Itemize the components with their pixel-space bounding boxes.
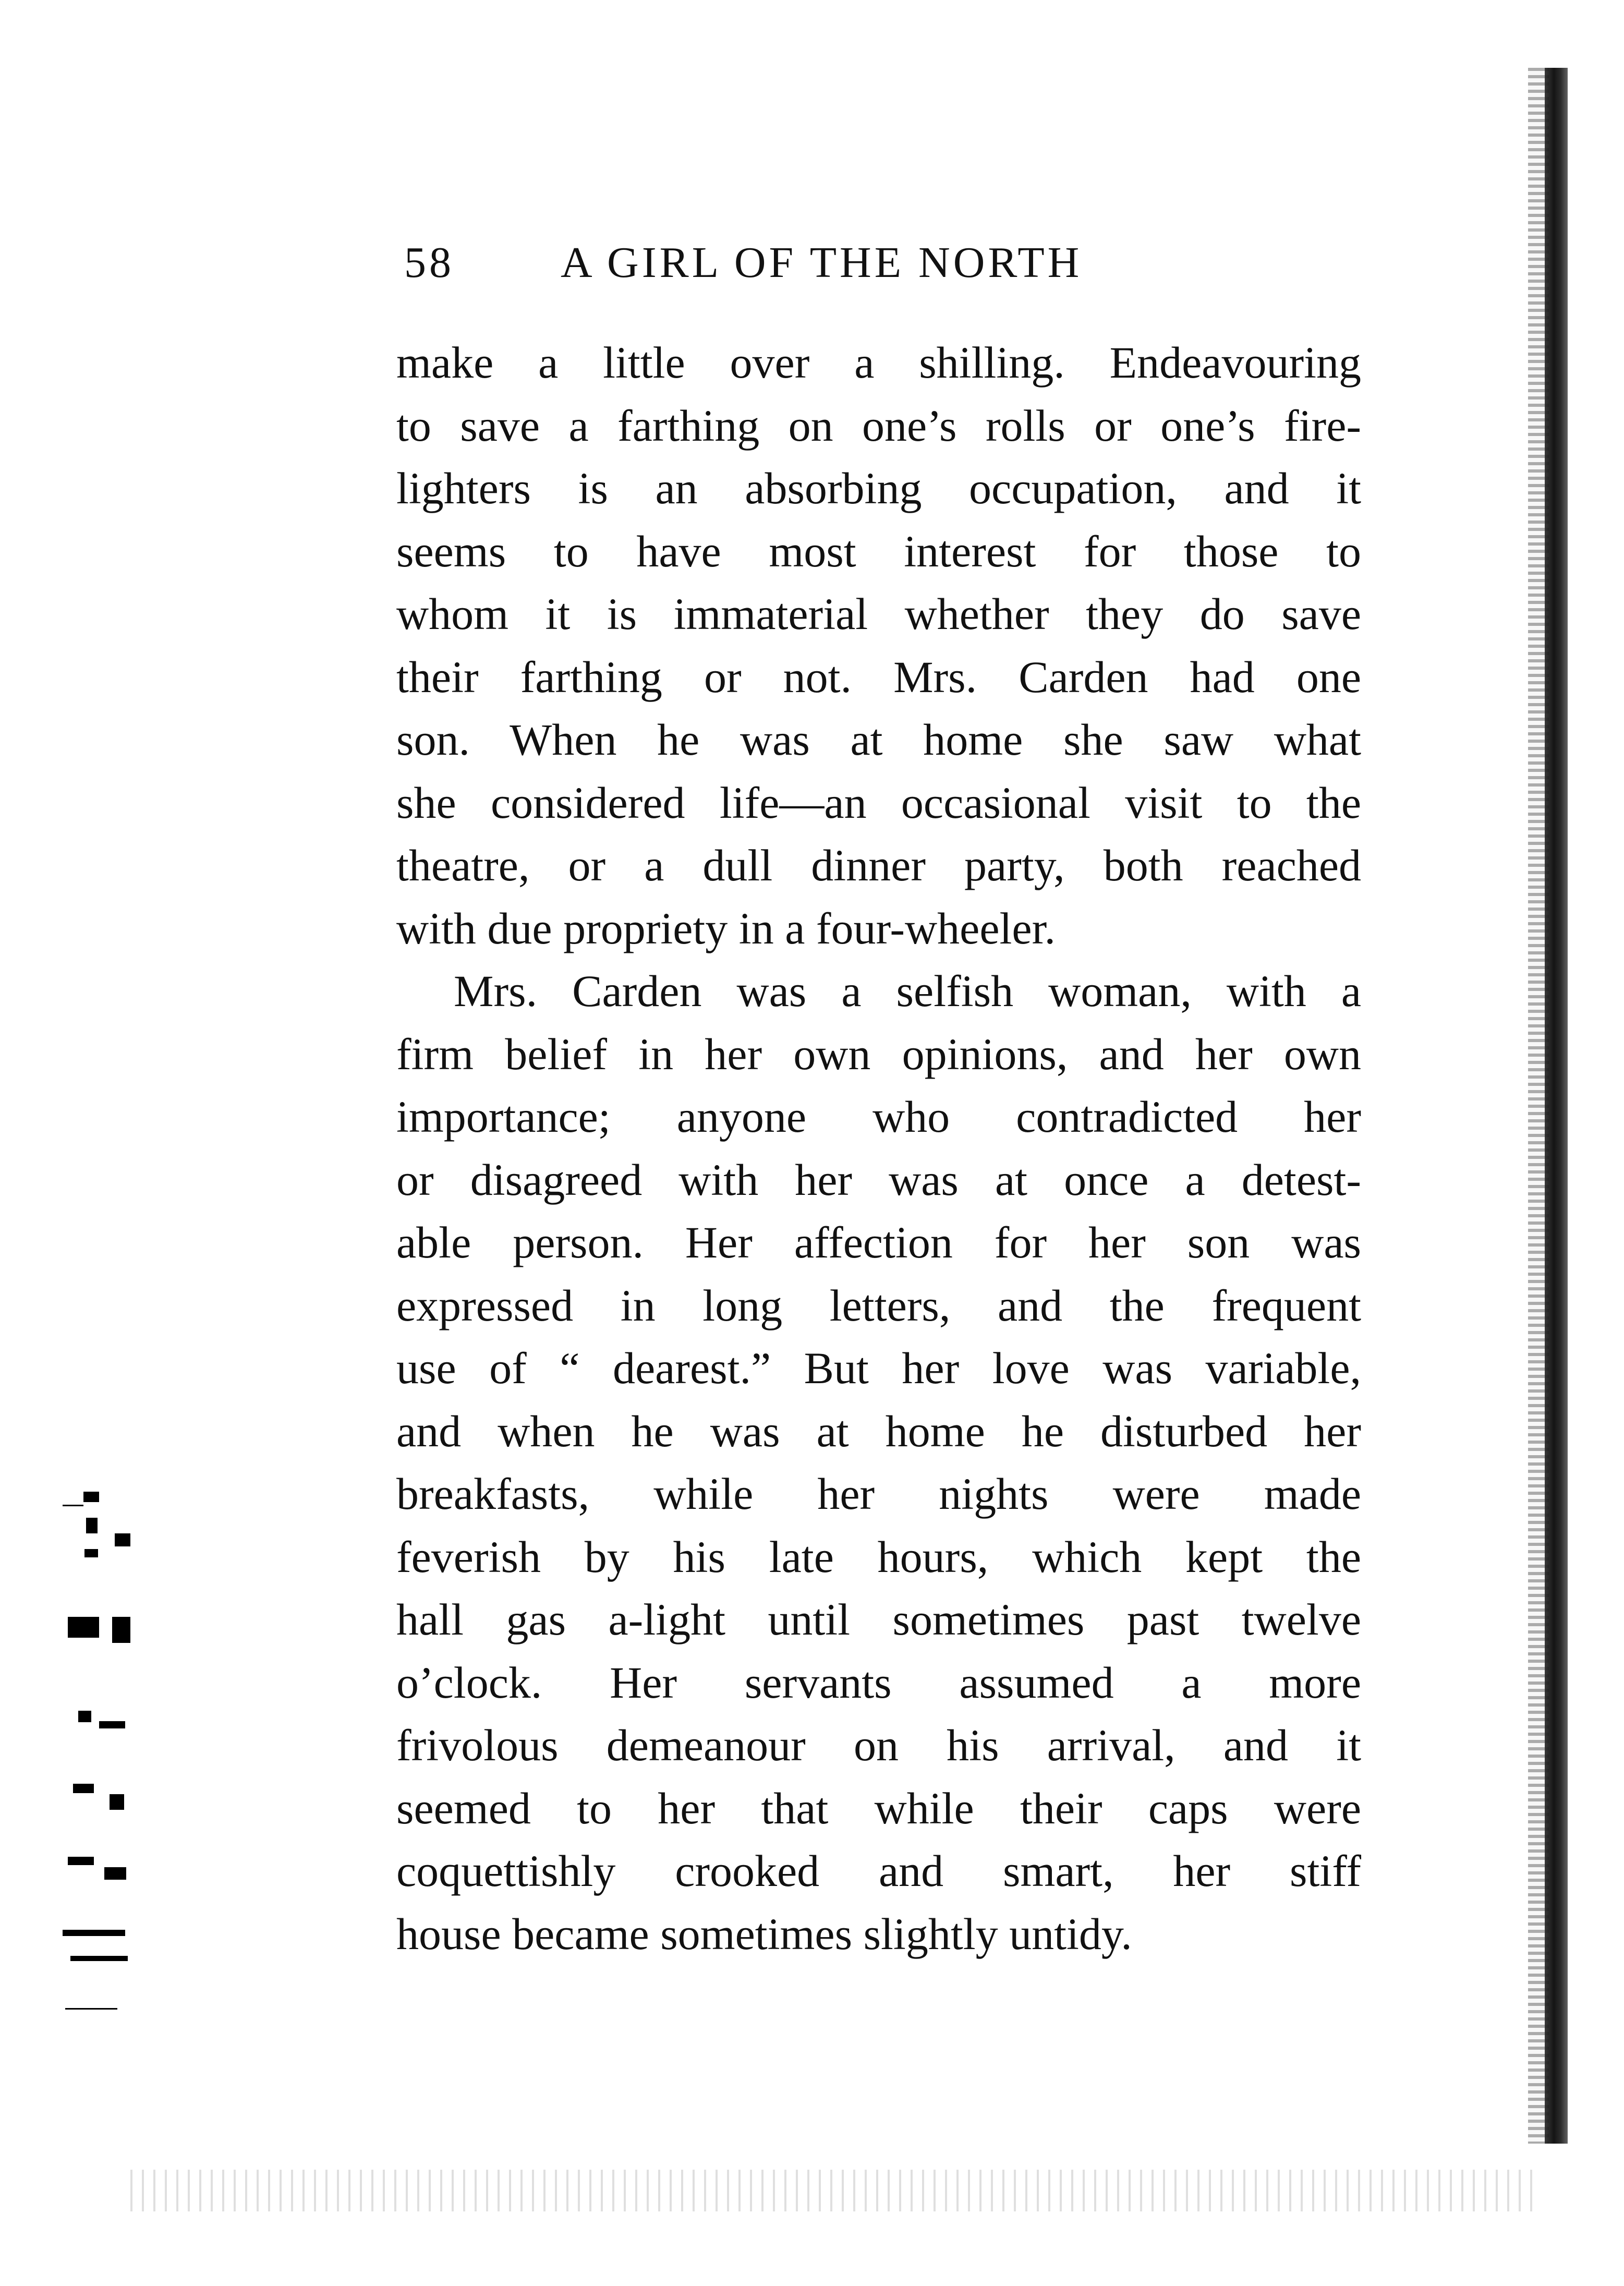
page-header (404, 237, 1239, 295)
scan-smudge (130, 2170, 1538, 2211)
running-title: A GIRL OF THE NORTH (561, 238, 1083, 287)
text-line: or disagreed with her was at once a detest- (396, 1154, 1361, 1205)
text-line: son. When he was at home she saw what (396, 715, 1361, 765)
text-line: theatre, or a dull dinner party, both reached (396, 840, 1361, 890)
text-line: able person. Her affection for her son was (396, 1217, 1361, 1267)
text-line: firm belief in her own opinions, and her own (396, 1029, 1361, 1079)
text-line: she considered life—an occasional visit to the (396, 777, 1361, 828)
text-line: their farthing or not. Mrs. Carden had one (396, 651, 1361, 702)
text-line: lighters is an absorbing occupation, and it (396, 463, 1361, 513)
text-line: seems to have most interest for those to (396, 526, 1361, 576)
text-line: o’clock. Her servants assumed a more (396, 1657, 1361, 1708)
text-line: and when he was at home he disturbed her (396, 1406, 1361, 1456)
scan-marks (63, 1460, 136, 2112)
body-text (396, 331, 1361, 1965)
binding-shadow (1545, 68, 1568, 2144)
text-line: house became sometimes slightly untidy. (396, 1908, 1132, 1959)
text-line: frivolous demeanour on his arrival, and it (396, 1720, 1361, 1770)
text-line: feverish by his late hours, which kept the (396, 1531, 1361, 1582)
text-line: use of “ dearest.” But her love was variable, (396, 1343, 1361, 1393)
text-line: importance; anyone who contradicted her (396, 1092, 1361, 1142)
text-line: make a little over a shilling. Endeavouring (396, 337, 1361, 388)
text-line: hall gas a-light until sometimes past twelve (396, 1594, 1361, 1644)
text-line: expressed in long letters, and the frequent (396, 1280, 1361, 1331)
text-line: to save a farthing on one’s rolls or one’s fire- (396, 400, 1361, 451)
text-line: whom it is immaterial whether they do save (396, 589, 1361, 639)
page-number: 58 (404, 238, 454, 287)
text-line: Mrs. Carden was a selfish woman, with a (454, 966, 1361, 1016)
text-line: seemed to her that while their caps were (396, 1783, 1361, 1833)
text-line: coquettishly crooked and smart, her stiff (396, 1846, 1361, 1896)
text-line: breakfasts, while her nights were made (396, 1469, 1361, 1519)
text-line: with due propriety in a four-wheeler. (396, 903, 1056, 953)
